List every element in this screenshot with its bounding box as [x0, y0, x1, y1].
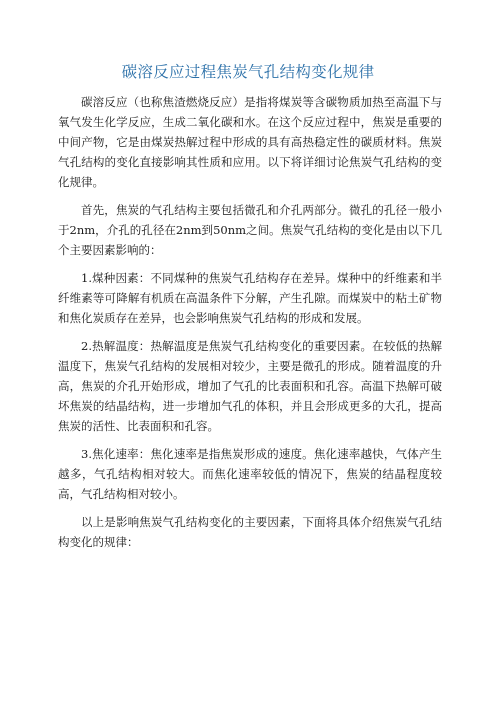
document-body	[58, 92, 442, 560]
paragraph-pore-types: 首先，焦炭的气孔结构主要包括微孔和介孔两部分。微孔的孔径一般小于2nm，介孔的孔径在2nm到50nm之间。焦炭气孔结构的变化是由以下几个主要因素影响的：	[58, 203, 442, 257]
paragraph-summary: 以上是影响焦炭气孔结构变化的主要因素，下面将具体介绍焦炭气孔结构变化的规律：	[58, 515, 442, 549]
paragraph-coal-type: 1.煤种因素：不同煤种的焦炭气孔结构存在差异。煤种中的纤维素和半纤维素等可降解有机质在高温条件下分解，产生孔隙。而煤炭中的粘土矿物和焦化炭质存在差异，也会影响焦炭气孔结构的形成和发展。	[58, 271, 442, 325]
paragraph-coking-rate: 3.焦化速率：焦化速率是指焦炭形成的速度。焦化速率越快，气体产生越多，气孔结构相对较大。而焦化速率较低的情况下，焦炭的结晶程度较高，气孔结构相对较小。	[58, 447, 442, 501]
document-title: 碳溶反应过程焦炭气孔结构变化规律	[121, 63, 375, 81]
paragraph-intro: 碳溶反应（也称焦渣燃烧反应）是指将煤炭等含碳物质加热至高温下与氧气发生化学反应，生成二氧化碳和水。在这个反应过程中，焦炭是重要的中间产物，它是由煤炭热解过程中形成的具有高热稳定性的碳质材料。焦炭气孔结构的变化直接影响其性质和应用。以下将详细讨论焦炭气孔结构的变化规律。	[58, 95, 442, 189]
paragraph-pyrolysis-temperature: 2.热解温度：热解温度是焦炭气孔结构变化的重要因素。在较低的热解温度下，焦炭气孔结构的发展相对较少，主要是微孔的形成。随着温度的升高，焦炭的介孔开始形成，增加了气孔的比表面积和孔容。高温下热解可破坏焦炭的结晶结构，进一步增加气孔的体积，并且会形成更多的大孔，提高焦炭的活性、比表面积和孔容。	[58, 339, 442, 433]
